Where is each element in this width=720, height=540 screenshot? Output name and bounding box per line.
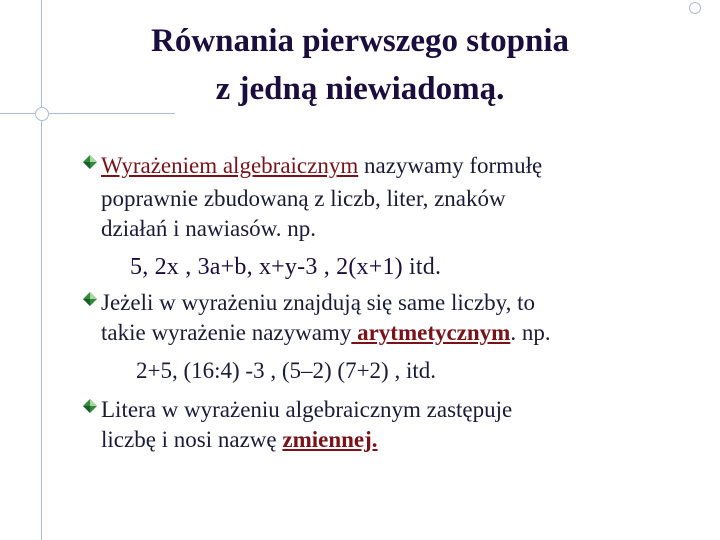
- term-arytmetyczne[interactable]: arytmetycznym: [351, 320, 511, 345]
- frame-horizontal-line: [0, 113, 175, 114]
- bullet-3-line-1: Litera w wyrażeniu algebraicznym zastępuje: [101, 397, 513, 422]
- term-zmienna[interactable]: zmiennej.: [282, 427, 378, 452]
- bullet-2-line-2: takie wyrażenie nazywamy arytmetycznym. np.: [101, 320, 551, 345]
- title-line-2: z jedną niewiadomą.: [215, 71, 505, 107]
- bullet-2-line-1: Jeżeli w wyrażeniu znajdują się same liczby, to: [101, 290, 536, 315]
- bullet-1-examples: 5, 2x , 3a+b, x+y-3 , 2(x+1) itd.: [130, 254, 442, 280]
- corner-ring-icon: [689, 2, 701, 14]
- frame-vertical-line: [41, 0, 42, 540]
- frame-ring-icon: [35, 107, 49, 121]
- diamond-bullet-icon: [83, 292, 97, 306]
- diamond-bullet-icon: [83, 155, 97, 169]
- bullet-2-examples: 2+5, (16:4) -3 , (5–2) (7+2) , itd.: [136, 358, 436, 383]
- title-line-1: Równania pierwszego stopnia: [150, 23, 570, 59]
- term-wyrazenie-algebraiczne[interactable]: Wyrażeniem algebraicznym: [101, 153, 359, 178]
- bullet-1-line-2: poprawnie zbudowaną z liczb, liter, znaków: [101, 186, 506, 211]
- bullet-1-line-1: Wyrażeniem algebraicznym nazywamy formułę: [101, 153, 543, 178]
- bullet-1-line-3: działań i nawiasów. np.: [101, 216, 317, 241]
- diamond-bullet-icon: [83, 399, 97, 413]
- bullet-3-line-2: liczbę i nosi nazwę zmiennej.: [101, 427, 378, 452]
